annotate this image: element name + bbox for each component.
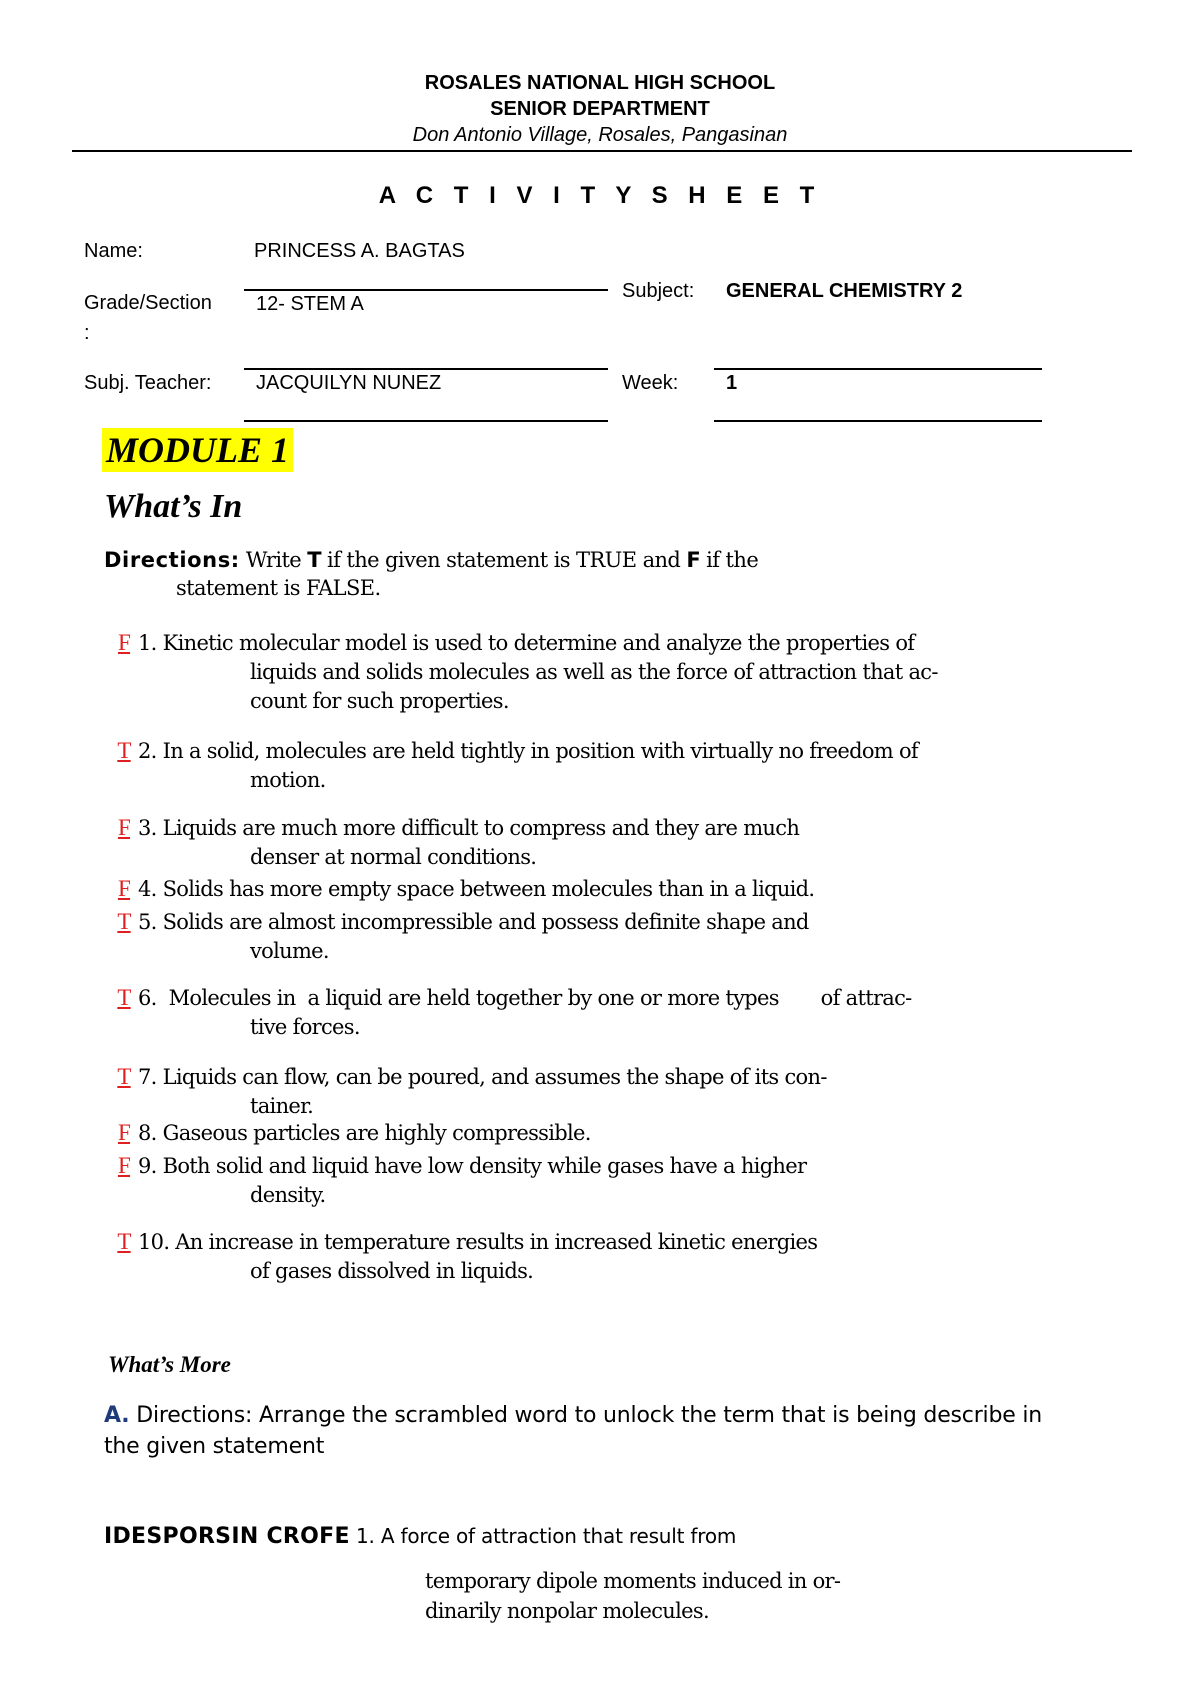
- answer-mark: T: [117, 738, 131, 763]
- header-divider: [72, 150, 1132, 152]
- directions-text: if the given statement is TRUE and: [320, 548, 687, 572]
- answer-mark: T: [117, 1229, 131, 1254]
- item-number: 6.: [138, 986, 157, 1010]
- statement-item: [110, 983, 1110, 1042]
- statement-text: Molecules in a liquid are held together by one or more types of attrac-: [156, 986, 912, 1010]
- item-number: 5.: [138, 910, 157, 934]
- answer-mark: F: [117, 1120, 131, 1145]
- grade-value: 12- STEM A: [256, 293, 364, 315]
- directions-text: if the: [700, 548, 759, 572]
- whats-more-heading: What’s More: [108, 1352, 231, 1377]
- statement-item: [110, 1118, 1110, 1148]
- statement-text-continued: motion.: [250, 768, 326, 792]
- statement-text-continued: density.: [250, 1183, 326, 1207]
- directions-text: Directions: Arrange the scrambled word to unlock the term that is being describe in the given statement: [104, 1403, 1042, 1459]
- item-number: 7.: [138, 1065, 157, 1089]
- whats-in-directions: [104, 546, 964, 602]
- answer-mark: F: [117, 876, 131, 901]
- item-number: 10.: [138, 1230, 170, 1254]
- statement-text-continued: volume.: [250, 939, 329, 963]
- item-number: 4.: [138, 877, 157, 901]
- statement-item: [110, 1227, 1110, 1286]
- whats-more-directions: [104, 1400, 1064, 1462]
- scrambled-word: IDESPORSIN CROFE: [104, 1524, 350, 1549]
- statement-text-continued: tainer.: [250, 1094, 314, 1118]
- item-number: 3.: [138, 816, 157, 840]
- directions-true-letter: T: [307, 548, 321, 572]
- item-number: 2.: [138, 739, 157, 763]
- directions-letter: A.: [104, 1403, 130, 1428]
- question-text-continued: temporary dipole moments induced in or- dinarily nonpolar molecules.: [425, 1569, 841, 1623]
- subject-underline: [714, 368, 1042, 370]
- module-title: MODULE 1: [102, 428, 293, 472]
- teacher-value: JACQUILYN NUNEZ: [256, 372, 442, 394]
- subject-value: GENERAL CHEMISTRY 2: [726, 280, 963, 302]
- statement-item: [110, 874, 1110, 904]
- question-text: 1. A force of attraction that result from: [349, 1524, 737, 1548]
- statement-text: Gaseous particles are highly compressible.: [156, 1121, 591, 1145]
- answer-mark: F: [117, 630, 131, 655]
- name-value: PRINCESS A. BAGTAS: [254, 240, 465, 262]
- scramble-question-1: [104, 1524, 1104, 1549]
- statement-text: An increase in temperature results in increased kinetic energies: [169, 1230, 818, 1254]
- item-number: 1.: [138, 631, 157, 655]
- item-number: 8.: [138, 1121, 157, 1145]
- grade-underline: [244, 368, 608, 370]
- department-name: SENIOR DEPARTMENT: [490, 98, 710, 120]
- teacher-label: Subj. Teacher:: [84, 372, 212, 394]
- directions-label: Directions:: [104, 548, 240, 572]
- answer-mark: T: [117, 909, 131, 934]
- statement-text: Liquids can flow, can be poured, and assumes the shape of its con-: [156, 1065, 827, 1089]
- statement-item: [110, 813, 1110, 872]
- statement-item: [110, 907, 1110, 966]
- sheet-title: A C T I V I T Y S H E E T: [378, 182, 822, 209]
- statement-text: In a solid, molecules are held tightly in position with virtually no freedom of: [156, 739, 919, 763]
- week-underline: [714, 420, 1042, 422]
- subject-label: Subject:: [622, 280, 695, 302]
- statement-item: [110, 736, 1110, 795]
- name-label: Name:: [84, 240, 143, 262]
- answer-mark: F: [117, 815, 131, 840]
- directions-false-letter: F: [686, 548, 701, 572]
- week-label: Week:: [622, 372, 679, 394]
- directions-text: Write: [239, 548, 308, 572]
- answer-mark: T: [117, 985, 131, 1010]
- directions-text: statement is FALSE.: [176, 576, 381, 600]
- statement-text-continued: of gases dissolved in liquids.: [250, 1259, 534, 1283]
- grade-label: Grade/Section: [84, 292, 212, 314]
- statement-text-continued: tive forces.: [250, 1015, 360, 1039]
- statement-item: [110, 1062, 1110, 1121]
- answer-mark: F: [117, 1153, 131, 1178]
- grade-colon: :: [84, 322, 90, 344]
- whats-in-heading: What’s In: [104, 488, 243, 525]
- statement-text: Liquids are much more difficult to compress and they are much: [156, 816, 800, 840]
- statement-text: Kinetic molecular model is used to determine and analyze the properties of: [156, 631, 915, 655]
- school-address: Don Antonio Village, Rosales, Pangasinan: [412, 124, 788, 146]
- statement-text: Solids are almost incompressible and possess definite shape and: [156, 910, 809, 934]
- statement-text-continued: denser at normal conditions.: [250, 845, 537, 869]
- school-name: ROSALES NATIONAL HIGH SCHOOL: [424, 72, 776, 94]
- statement-text-continued: liquids and solids molecules as well as the force of attraction that ac- count for such properties.: [250, 660, 938, 713]
- item-number: 9.: [138, 1154, 157, 1178]
- answer-mark: T: [117, 1064, 131, 1089]
- name-underline: [244, 289, 608, 291]
- statement-text: Both solid and liquid have low density while gases have a higher: [156, 1154, 807, 1178]
- statement-item: [110, 1151, 1110, 1210]
- statement-text: Solids has more empty space between molecules than in a liquid.: [156, 877, 815, 901]
- teacher-underline: [244, 420, 608, 422]
- statement-item: [110, 628, 1110, 716]
- week-value: 1: [726, 372, 738, 394]
